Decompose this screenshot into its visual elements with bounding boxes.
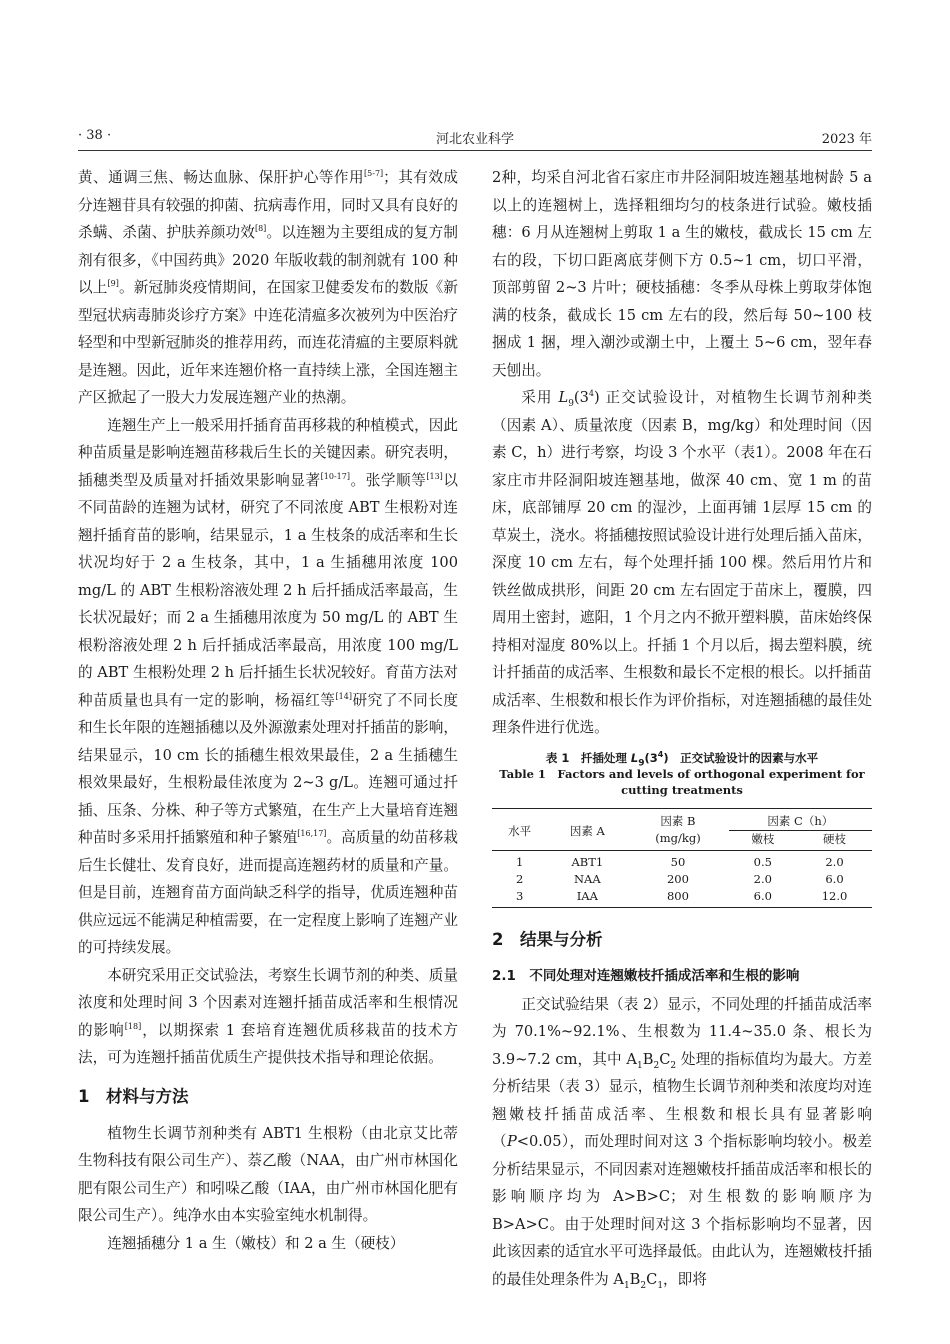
page-number: · 38 ·	[78, 128, 112, 143]
paragraph-results: 正交试验结果（表 2）显示，不同处理的扦插苗成活率为 70.1%~92.1%、生根数为 11.4~35.0 条、根长为 3.9~7.2 cm，其中 $A_1B_2C_2$ 处理的指标值均为最大。方差分析结果（表 3）显示，植物生长调节剂种类和浓度均对连翘嫩枝扦插苗成活率、生根数和根长具有显著影响（P<0.05），而处理时间对这 3 个指标影响均较小。极差分析结果显示，不同因素对连翘嫩枝扦插苗成活率和根长的影响顺序均为 A>B>C；对生根数的影响顺序为 B>A>C。由于处理时间对这 3 个指标影响均不显著，因此该因素的适宜水平可选择最低。由此认为，连翘嫩枝扦插的最佳处理条件为 $A_1B_2C_1$，即将	[492, 995, 873, 1291]
paragraph-study-aim: 本研究采用正交试验法，考察生长调节剂的种类、质量浓度和处理时间 3 个因素对连翘扦插苗成活率和生根情况的影响[18]，以期探索 1 套培育连翘优质移栽苗的技术方法，可为连翘扦插苗优质生产提供技术指导和理论依据。	[78, 966, 458, 1066]
paragraph-cutting-research: 连翘生产上一般采用扦插育苗再移栽的种植模式，因此种苗质量是影响连翘苗移栽后生长的关键因素。研究表明，插穗类型及质量对扦插效果影响显著[10-17]。张学顺等[13]以不同苗龄的连翘为试材，研究了不同浓度 ABT 生根粉对连翘扦插育苗的影响，结果显示，1 a 生枝条的成活率和生长状况均好于 2 a 生枝条，其中，1 a 生插穗用浓度 100 mg/L 的 ABT 生根粉溶液处理 2 h 后扦插成活率最高，生长状况最好；而 2 a 生插穗用浓度为 50 mg/L 的 ABT 生根粉溶液处理 2 h 后扦插成活率最高，用浓度 100 mg/L 的 ABT 生根粉处理 2 h 后扦插生长状况较好。育苗方法对种苗质量也具有一定的影响，杨福红等[14]研究了不同长度和生长年限的连翘插穗以及外源激素处理对扦插苗的影响，结果显示，10 cm 长的插穗生根效果最佳，2 a 生插穗生根效果最好，生根粉最佳浓度为 2~3 g/L。连翘可通过扦插、压条、分株、种子等方式繁殖，在生产上大量培育连翘种苗时多采用扦插繁殖和种子繁殖[16,17]。高质量的幼苗移栽后生长健壮、发育良好，进而提高连翘药材的质量和产量。但是目前，连翘育苗方面尚缺乏科学的指导，优质连翘种苗供应远远不能满足种植需要，在一定程度上影响了连翘产业的可持续发展。	[78, 416, 458, 956]
table-row: 2 NAA 200 2.0 6.0	[516, 871, 844, 886]
running-header	[78, 124, 872, 148]
header-factor-a: 因素 A	[547, 808, 627, 850]
header-factor-c: 因素 C（h）	[729, 808, 872, 830]
section-heading-methods: 1 材料与方法	[78, 1086, 189, 1106]
table-caption-cn: 表 1 扦插处理 $L_9(3^4)$ 正交试验设计的因素与水平	[545, 749, 819, 768]
citation: [16,17]	[297, 829, 327, 839]
citation: [8]	[254, 224, 267, 234]
header-hard: 硬枝	[797, 830, 872, 850]
paragraph-intro-cont: 黄、通调三焦、畅达血脉、保肝护心等作用[5-7]；其有效成分连翘苷具有较强的抑菌、抗病毒作用，同时又具有良好的杀螨、杀菌、护肤养颜功效[8]。以连翘为主要组成的复方制剂有很多，《中国药典》2020 年版收载的制剂就有 100 种以上[9]。新冠肺炎疫情期间，在国家卫健委发布的数版《新型冠状病毒肺炎诊疗方案》中连花清瘟多次被列为中医治疗轻型和中型新冠肺炎的推荐用药，而连花清瘟的主要原料就是连翘。因此，近年来连翘价格一直持续上涨，全国连翘主产区掀起了一股大力发展连翘产业的热潮。	[78, 169, 458, 406]
header-tender: 嫩枝	[729, 830, 797, 850]
left-column	[78, 164, 458, 1257]
factor-level-table	[492, 808, 872, 908]
citation: [14]	[335, 691, 352, 701]
header-rule	[78, 150, 872, 151]
paragraph-cuttings-start: 连翘插穗分 1 a 生（嫩枝）和 2 a 生（硬枝）	[107, 1234, 405, 1252]
paragraph-materials: 植物生长调节剂种类有 ABT1 生根粉（由北京艾比蒂生物科技有限公司生产）、萘乙酸（NAA，由广州市林国化肥有限公司生产）和吲哚乙酸（IAA，由广州市林国化肥有限公司生产）。纯净水由本实验室纯水机制得。	[78, 1124, 458, 1224]
table-caption-en: Table 1 Factors and levels of orthogonal experiment for cutting treatments	[499, 766, 865, 797]
section-heading-results: 2 结果与分析	[492, 929, 603, 949]
citation: [5-7]	[364, 169, 384, 179]
table-row: 3 IAA 800 6.0 12.0	[492, 888, 872, 908]
citation: [9]	[107, 279, 119, 289]
right-column	[492, 164, 872, 1293]
journal-year: 2023 年	[821, 132, 872, 147]
table-row: 1 ABT1 50 0.5 2.0	[516, 854, 844, 869]
header-factor-b-unit: (mg/kg)	[627, 830, 728, 850]
header-level: 水平	[492, 808, 547, 850]
citation: [10-17]	[320, 471, 350, 481]
citation: [13]	[426, 471, 443, 481]
header-factor-b: 因素 B	[627, 808, 728, 830]
journal-title: 河北农业科学	[435, 132, 514, 147]
paragraph-design: 采用 $L_9(3^4)$ 正交试验设计，对植物生长调节剂种类（因素 A）、质量浓度（因素 B，mg/kg）和处理时间（因素 C，h）进行考察，均设 3 个水平（表1）。2008 年在石家庄市井陉洞阳坡连翘基地，做深 40 cm、宽 1 m 的苗床，底部铺厚 20 cm 的湿沙，上面再铺 1层厚 15 cm 的草炭土，浇水。将插穗按照试验设计进行处理后插入苗床，深度 10 cm 左右，每个处理扦插 100 棵。然后用竹片和铁丝做成拱形，间距 20 cm 左右固定于苗床上，覆膜，四周用土密封，遮阳，1 个月之内不掀开塑料膜，苗床始终保持相对湿度 80%以上。扦插 1 个月以后，揭去塑料膜，统计扦插苗的成活率、生根数和最长不定根的根长。以扦插苗成活率、生根数和根长作为评价指标，对连翘插穗的最佳处理条件进行优选。	[492, 389, 873, 736]
subsection-heading-2-1: 2.1 不同处理对连翘嫩枝扦插成活率和生根的影响	[492, 967, 800, 984]
paragraph-cuttings-cont: 2种，均采自河北省石家庄市井陉洞阳坡连翘基地树龄 5 a 以上的连翘树上，选择粗细均匀的枝条进行试验。嫩枝插穗：6 月从连翘树上剪取 1 a 生的嫩枝，截成长 15 cm 左右的段，下切口距离底芽侧下方 0.5~1 cm，切口平滑，顶部剪留 2~3 片叶；硬枝插穗：冬季从母株上剪取芽体饱满的枝条，截成长 15 cm 左右的段，然后每 50~100 枝捆成 1 捆，埋入潮沙或潮土中，上覆土 5~6 cm，翌年春天刨出。	[492, 169, 872, 379]
citation: [18]	[124, 1021, 142, 1031]
